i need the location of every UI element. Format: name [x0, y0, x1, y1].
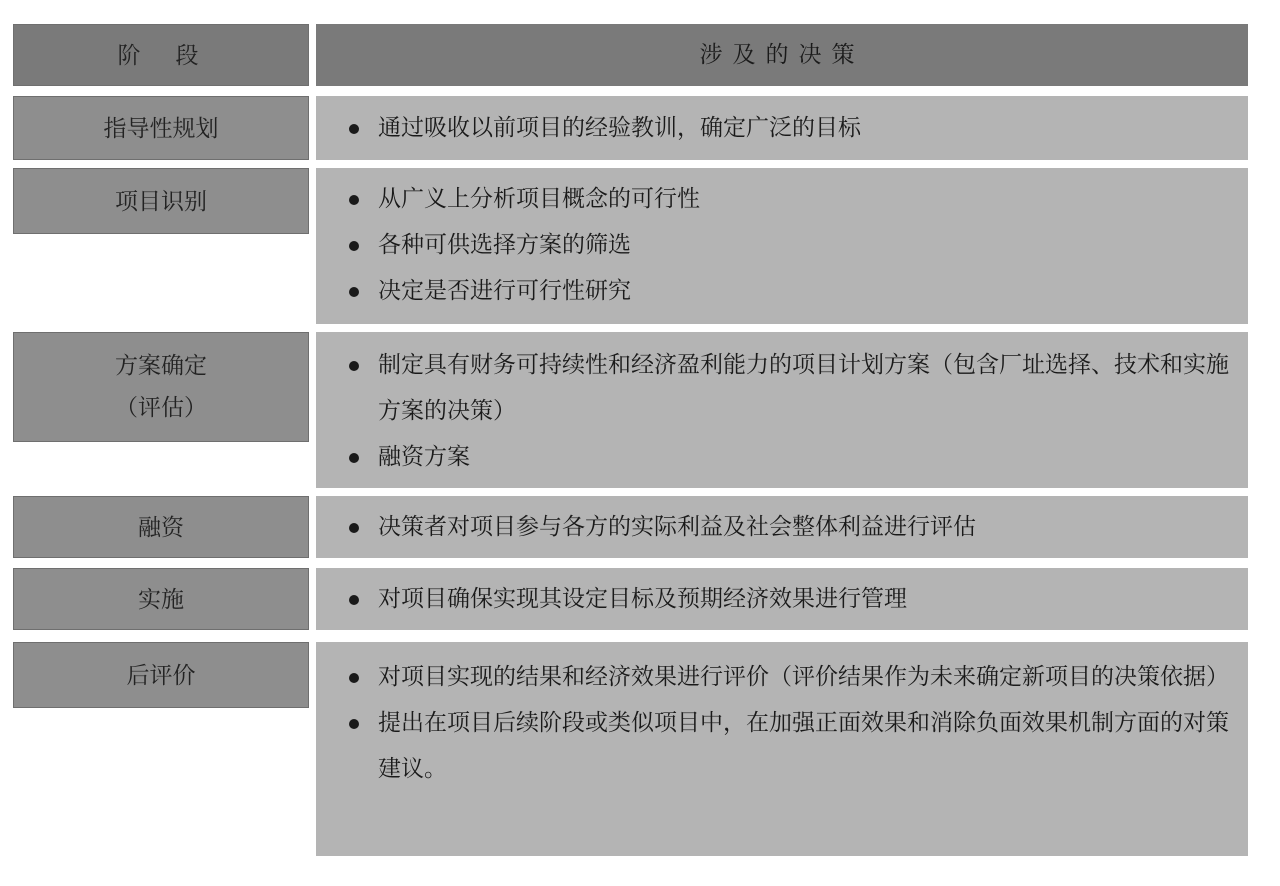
decision-text: 融资方案 [378, 444, 470, 470]
decision-list [316, 654, 1248, 792]
decision-item [316, 434, 1248, 480]
bullet-dot [349, 453, 359, 463]
decision-text: 对项目确保实现其设定目标及预期经济效果进行管理 [378, 586, 907, 612]
stage-sublabel: （评估） [115, 395, 207, 421]
decisions-plan-determination [316, 332, 1248, 488]
bullet-dot [349, 595, 359, 605]
decision-text: 制定具有财务可持续性和经济盈利能力的项目计划方案（包含厂址选择、技术和实施方案的决策） [378, 352, 1229, 424]
decision-text: 通过吸收以前项目的经验教训，确定广泛的目标 [378, 115, 861, 141]
decision-text: 从广义上分析项目概念的可行性 [378, 186, 700, 212]
bullet-dot [349, 719, 359, 729]
bullet-dot [349, 523, 359, 533]
bullet-dot [349, 361, 359, 371]
decision-item [316, 654, 1248, 700]
header-stage [13, 24, 309, 86]
bullet-dot [349, 673, 359, 683]
header-stage-label: 阶 段 [117, 43, 205, 69]
stage-plan-determination [13, 332, 309, 442]
decisions-financing [316, 496, 1248, 558]
decision-text: 决策者对项目参与各方的实际利益及社会整体利益进行评估 [378, 514, 976, 540]
stage-project-identification [13, 168, 309, 234]
decision-item [316, 504, 1248, 550]
stage-label: 项目识别 [115, 189, 207, 215]
decisions-guidance-planning [316, 96, 1248, 160]
decisions-implementation [316, 568, 1248, 630]
decision-item [316, 342, 1248, 434]
stage-label: 方案确定 [115, 353, 207, 379]
decision-list [316, 176, 1248, 314]
stage-label: 实施 [138, 587, 184, 613]
decision-list [316, 105, 1248, 151]
decision-item [316, 105, 1248, 151]
bullet-dot [349, 124, 359, 134]
stage-label: 融资 [138, 515, 184, 541]
decision-item [316, 268, 1248, 314]
bullet-dot [349, 195, 359, 205]
stage-implementation [13, 568, 309, 630]
decision-text: 各种可供选择方案的筛选 [378, 232, 631, 258]
decision-item [316, 700, 1248, 792]
stage-financing [13, 496, 309, 558]
stage-post-evaluation [13, 642, 309, 708]
header-decisions-label: 涉及的决策 [699, 42, 865, 68]
decision-item [316, 222, 1248, 268]
stage-guidance-planning [13, 96, 309, 160]
decision-item [316, 176, 1248, 222]
decision-text: 提出在项目后续阶段或类似项目中，在加强正面效果和消除负面效果机制方面的对策建议。 [378, 710, 1229, 782]
decision-list [316, 576, 1248, 622]
header-decisions [316, 24, 1248, 86]
stage-label: 指导性规划 [103, 116, 219, 142]
decision-text: 决定是否进行可行性研究 [378, 278, 631, 304]
decision-item [316, 576, 1248, 622]
stage-label: 后评价 [126, 663, 196, 689]
decisions-post-evaluation [316, 642, 1248, 856]
bullet-dot [349, 241, 359, 251]
decisions-project-identification [316, 168, 1248, 324]
decision-text: 对项目实现的结果和经济效果进行评价（评价结果作为未来确定新项目的决策依据） [378, 664, 1229, 690]
bullet-dot [349, 287, 359, 297]
decision-list [316, 504, 1248, 550]
decision-list [316, 342, 1248, 480]
